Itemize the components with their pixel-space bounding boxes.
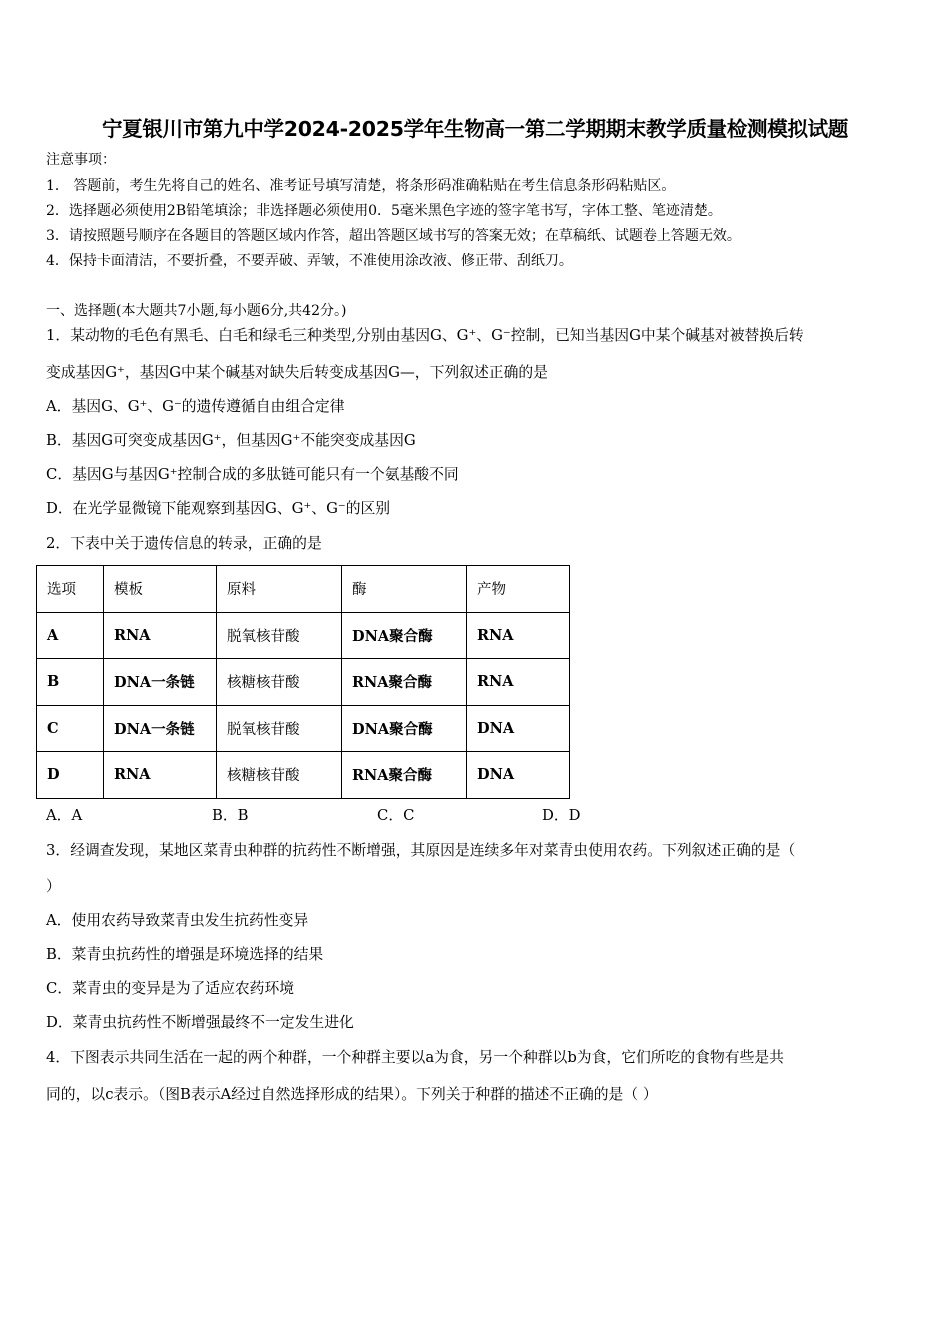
q2-option-b: B．B xyxy=(212,807,249,824)
table-cell: DNA xyxy=(467,752,570,799)
table-row xyxy=(37,612,570,659)
table-cell: RNA xyxy=(104,752,217,799)
q1-option-c: C．基因G与基因G⁺控制合成的多肽链可能只有一个氨基酸不同 xyxy=(46,466,459,483)
notice-item-1: 1． 答题前，考生先将自己的姓名、准考证号填写清楚，将条形码准确粘贴在考生信息条形码粘贴区。 xyxy=(46,178,676,194)
table-cell: D xyxy=(37,752,104,799)
q1-stem-line1: 1．某动物的毛色有黑毛、白毛和绿毛三种类型,分别由基因G、G⁺、G⁻控制，已知当基因G中某个碱基对被替换后转 xyxy=(46,327,804,344)
table-cell: RNA xyxy=(467,659,570,706)
section-heading: 一、选择题(本大题共7小题,每小题6分,共42分。) xyxy=(46,303,347,319)
q3-option-d: D．菜青虫抗药性不断增强最终不一定发生进化 xyxy=(46,1014,354,1031)
table-cell: 核糖核苷酸 xyxy=(217,659,342,706)
table-cell: B xyxy=(37,659,104,706)
q4-stem-line2: 同的，以c表示。（图B表示A经过自然选择形成的结果）。下列关于种群的描述不正确的是（ ） xyxy=(46,1086,658,1103)
table-header-cell: 产物 xyxy=(467,566,570,613)
table-cell: 脱氧核苷酸 xyxy=(217,705,342,752)
notice-item-3: 3．请按照题号顺序在各题目的答题区域内作答，超出答题区域书写的答案无效；在草稿纸、试题卷上答题无效。 xyxy=(46,228,741,244)
notice-heading: 注意事项： xyxy=(46,152,116,168)
notice-item-4: 4．保持卡面清洁，不要折叠，不要弄破、弄皱，不准使用涂改液、修正带、刮纸刀。 xyxy=(46,253,573,269)
table-cell: DNA一条链 xyxy=(104,705,217,752)
q1-option-d: D．在光学显微镜下能观察到基因G、G⁺、G⁻的区别 xyxy=(46,500,391,517)
table-cell: 脱氧核苷酸 xyxy=(217,612,342,659)
table-cell: RNA聚合酶 xyxy=(342,752,467,799)
q3-option-b: B．菜青虫抗药性的增强是环境选择的结果 xyxy=(46,946,324,963)
table-cell: RNA聚合酶 xyxy=(342,659,467,706)
table-row xyxy=(37,705,570,752)
exam-title: 宁夏银川市第九中学2024-2025学年生物高一第二学期期末教学质量检测模拟试题 xyxy=(101,117,849,141)
table-cell: C xyxy=(37,705,104,752)
table-cell: 核糖核苷酸 xyxy=(217,752,342,799)
table-header-cell: 模板 xyxy=(104,566,217,613)
table-cell: DNA xyxy=(467,705,570,752)
q2-table xyxy=(36,565,570,799)
table-cell: DNA一条链 xyxy=(104,659,217,706)
table-header-cell: 选项 xyxy=(37,566,104,613)
table-cell: RNA xyxy=(467,612,570,659)
q3-option-c: C．菜青虫的变异是为了适应农药环境 xyxy=(46,980,295,997)
q1-stem-line2: 变成基因G⁺，基因G中某个碱基对缺失后转变成基因G—，下列叙述正确的是 xyxy=(46,364,548,381)
table-header-cell: 原料 xyxy=(217,566,342,613)
table-cell: DNA聚合酶 xyxy=(342,705,467,752)
q1-option-a: A．基因G、G⁺、G⁻的遗传遵循自由组合定律 xyxy=(46,398,345,415)
q3-option-a: A．使用农药导致菜青虫发生抗药性变异 xyxy=(46,912,309,929)
q2-stem: 2．下表中关于遗传信息的转录，正确的是 xyxy=(46,535,322,552)
q2-option-c: C．C xyxy=(377,807,415,824)
q2-option-d: D．D xyxy=(542,807,581,824)
q3-stem-line2: ） xyxy=(46,878,61,895)
table-header-cell: 酶 xyxy=(342,566,467,613)
table-header-row xyxy=(37,566,570,613)
q2-option-a: A．A xyxy=(46,807,83,824)
q1-option-b: B．基因G可突变成基因G⁺，但基因G⁺不能突变成基因G xyxy=(46,432,416,449)
table-row xyxy=(37,659,570,706)
notice-item-2: 2．选择题必须使用2B铅笔填涂；非选择题必须使用0．5毫米黑色字迹的签字笔书写，字体工整、笔迹清楚。 xyxy=(46,203,722,219)
q3-stem-line1: 3．经调查发现，某地区菜青虫种群的抗药性不断增强，其原因是连续多年对菜青虫使用农药。下列叙述正确的是（ xyxy=(46,842,796,859)
table-cell: RNA xyxy=(104,612,217,659)
q4-stem-line1: 4．下图表示共同生活在一起的两个种群，一个种群主要以a为食，另一个种群以b为食，它们所吃的食物有些是共 xyxy=(46,1049,784,1066)
table-cell: DNA聚合酶 xyxy=(342,612,467,659)
table-cell: A xyxy=(37,612,104,659)
table-row xyxy=(37,752,570,799)
